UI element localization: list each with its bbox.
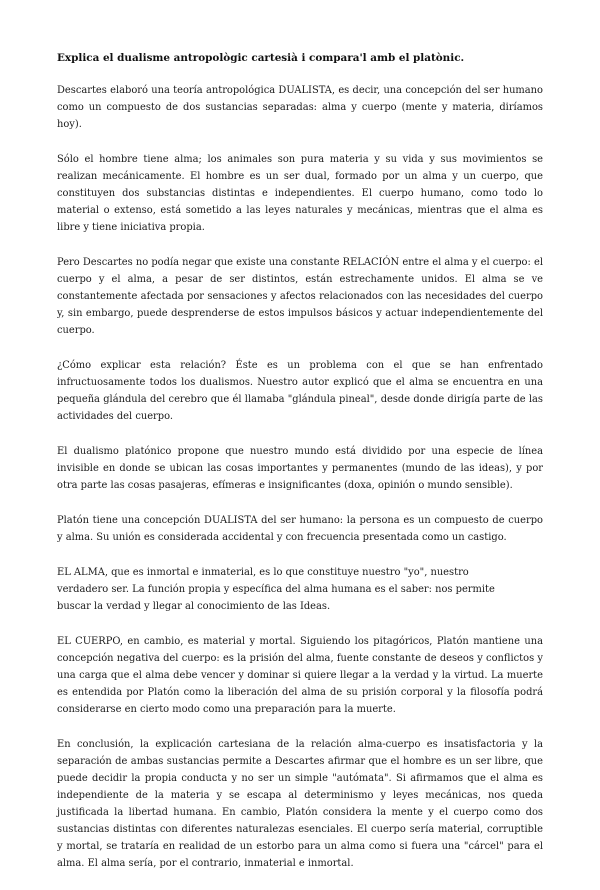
document-body [57,50,543,890]
paragraph-relation: Pero Descartes no podía negar que existe una constante RELACIÓN entre el alma y el cuerpo: el cuerpo y el alma, a pesar de ser distintos, están estrechamente unidos. El alma se ve constantemente afectada por sensaciones y afectos relacionados con las necesidades del cuerpo y, sin embargo, puede desprenderse de estos impulsos básicos y actuar independientemente del cuerpo. [57,257,543,336]
paragraph-plato-human: Platón tiene una concepción DUALISTA del ser humano: la persona es un compuesto de cuerpo y alma. Su unión es considerada accidental y con frecuencia presentada como un castigo. [57,515,543,543]
paragraph-soul [57,564,543,615]
paragraph-descartes-dualism: Descartes elaboró una teoría antropológica DUALISTA, es decir, una concepción del ser humano como un compuesto de dos sustancias separadas: alma y cuerpo (mente y materia, diríamos hoy). [57,85,543,130]
soul-line: verdadero ser. La función propia y específica del alma humana es el saber: nos permite [57,584,495,595]
soul-line: EL ALMA, que es inmortal e inmaterial, es lo que constituye nuestro "yo", nuestro [57,567,469,578]
paragraph-conclusion: En conclusión, la explicación cartesiana de la relación alma-cuerpo es insatisfactoria y la separación de ambas sustancias permite a Descartes afirmar que el hombre es un ser libre, que puede decidir la propia conducta y no ser un simple "autómata". Si afirmamos que el alma es independiente de la materia y se escapa al determinismo y leyes mecánicas, nos queda justificada la libertad humana. En cambio, Platón considera la mente y el cuerpo como dos sustancias distintas con diferentes naturalezas esenciales. El cuerpo sería material, corruptible y mortal, se trataría en realidad de un estorbo para un alma como si fuera una "cárcel" para el alma. El alma sería, por el contrario, inmaterial e inmortal. [57,739,543,869]
paragraph-pineal-gland: ¿Cómo explicar esta relación? Éste es un problema con el que se han enfrentado infructuosamente todos los dualismos. Nuestro autor explicó que el alma se encuentra en una pequeña glándula del cerebro que él llamaba "glándula pineal", desde donde dirigía parte de las actividades del cuerpo. [57,360,543,422]
paragraph-platonic-dualism: El dualismo platónico propone que nuestro mundo está dividido por una especie de línea invisible en donde se ubican las cosas importantes y permanentes (mundo de las ideas), y por otra parte las cosas pasajeras, efímeras e insignificantes (doxa, opinión o mundo sensible). [57,446,543,491]
soul-line: buscar la verdad y llegar al conocimiento de las Ideas. [57,601,331,612]
paragraph-body: EL CUERPO, en cambio, es material y mortal. Siguiendo los pitagóricos, Platón mantiene una concepción negativa del cuerpo: es la prisión del alma, fuente constante de deseos y conflictos y una carga que el alma debe vencer y dominar si quiere llegar a la verdad y la virtud. La muerte es entendida por Platón como la liberación del alma de su prisión corporal y la filosofía podrá considerarse en cierto modo como una preparación para la muerte. [57,636,543,715]
document-title: Explica el dualisme antropològic cartesià i compara'l amb el platònic. [57,52,465,64]
paragraph-soul-body: Sólo el hombre tiene alma; los animales son pura materia y su vida y sus movimientos se realizan mecánicamente. El hombre es un ser dual, formado por un alma y un cuerpo, que constituyen dos substancias distintas e independientes. El cuerpo humano, como todo lo material o extenso, está sometido a las leyes naturales y mecánicas, mientras que el alma es libre y tiene iniciativa propia. [57,154,543,233]
